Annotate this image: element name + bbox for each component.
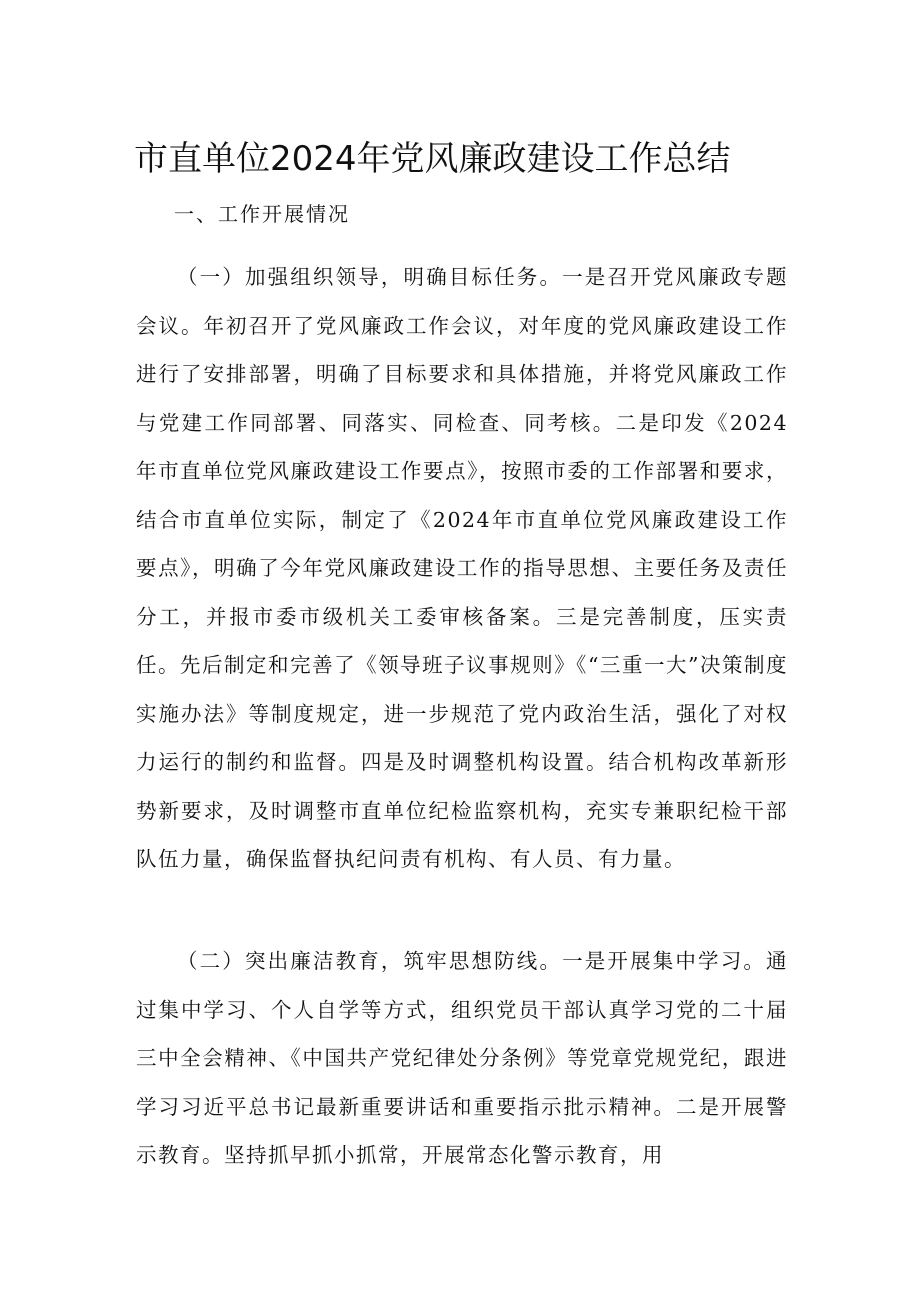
document-title: 市直单位2024年党风廉政建设工作总结 <box>134 139 731 179</box>
paragraph-organization-leadership: （一）加强组织领导，明确目标任务。一是召开党风廉政专题会议。年初召开了党风廉政工作会议，对年度的党风廉政建设工作进行了安排部署，明确了目标要求和具体措施，并将党风廉政工作与党建工作同部署、同落实、同检查、同考核。二是印发《2024年市直单位党风廉政建设工作要点》，按照市委的工作部署和要求，结合市直单位实际，制定了《2024年市直单位党风廉政建设工作要点》，明确了今年党风廉政建设工作的指导思想、主要任务及责任分工，并报市委市级机关工委审核备案。三是完善制度，压实责任。先后制定和完善了《领导班子议事规则》《“三重一大”决策制度实施办法》等制度规定，进一步规范了党内政治生活，强化了对权力运行的制约和监督。四是及时调整机构设置。结合机构改革新形势新要求，及时调整市直单位纪检监察机构，充实专兼职纪检干部队伍力量，确保监督执纪问责有机构、有人员、有力量。 <box>136 265 788 871</box>
section-heading: 一、工作开展情况 <box>174 202 350 226</box>
paragraph-integrity-education: （二）突出廉洁教育，筑牢思想防线。一是开展集中学习。通过集中学习、个人自学等方式，组织党员干部认真学习党的二十届三中全会精神、《中国共产党纪律处分条例》等党章党规党纪，跟进学习习近平总书记最新重要讲话和重要指示批示精神。二是开展警示教育。坚持抓早抓小抓常，开展常态化警示教育，用 <box>136 949 788 1167</box>
